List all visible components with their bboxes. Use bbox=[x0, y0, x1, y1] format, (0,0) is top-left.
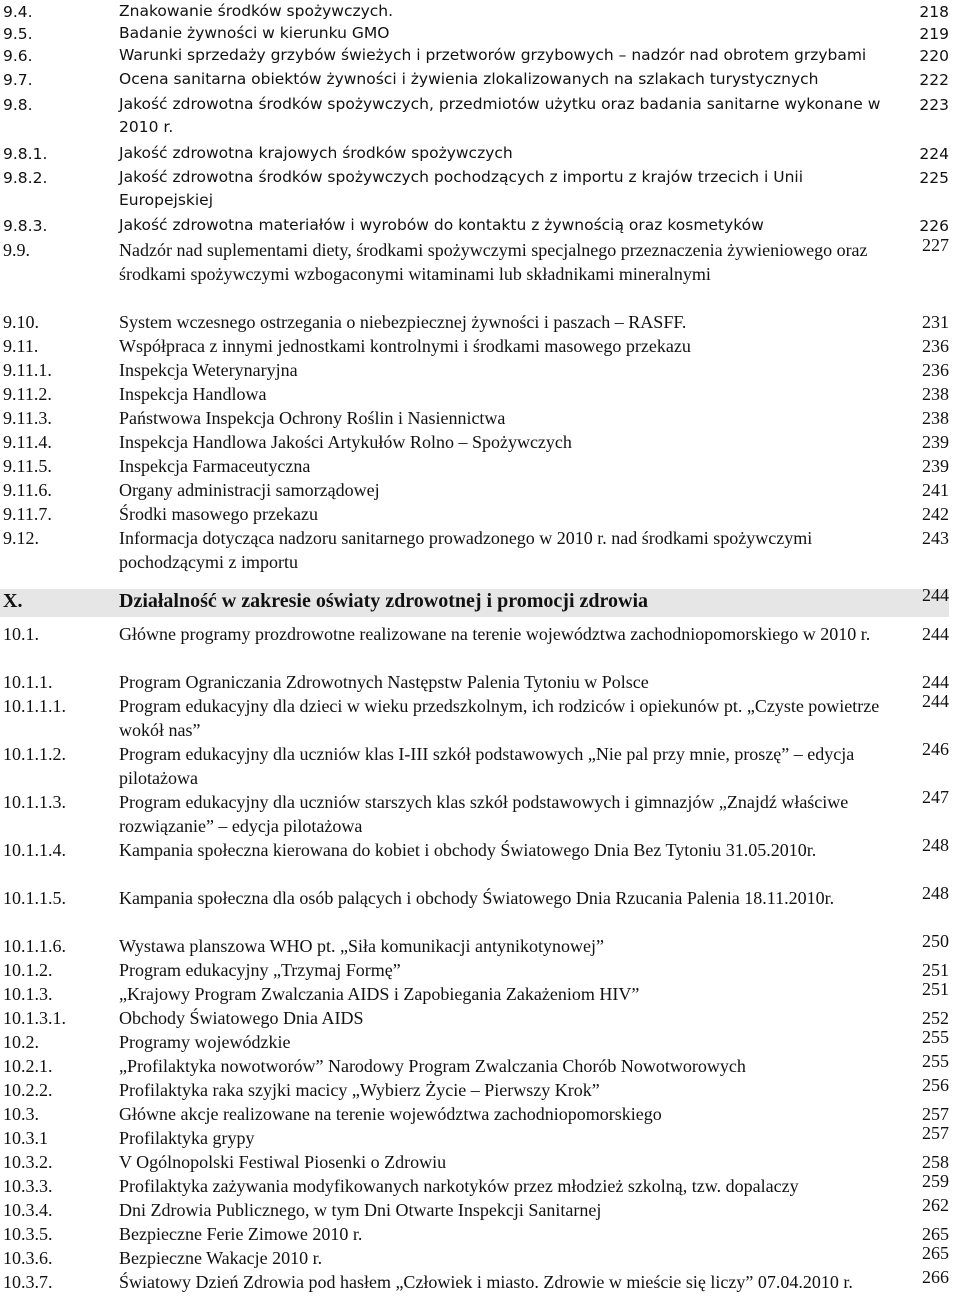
toc-entry-title: Wystawa planszowa WHO pt. „Siła komunikacji antynikotynowej” bbox=[119, 936, 604, 956]
toc-entry-page: 239 bbox=[922, 456, 949, 476]
toc-entry-number: 9.8.1. bbox=[3, 145, 48, 163]
toc-entry-page: 247 bbox=[922, 787, 949, 807]
toc-entry-number: X. bbox=[3, 590, 23, 612]
toc-entry-number: 9.11.3. bbox=[3, 408, 52, 428]
toc-entry-number: 10.1.3.1. bbox=[3, 1008, 66, 1028]
toc-entry-number: 10.2.1. bbox=[3, 1056, 53, 1076]
toc-entry-title: Jakość zdrowotna krajowych środków spożywczych bbox=[119, 144, 513, 162]
toc-entry-number: 9.11.1. bbox=[3, 360, 52, 380]
toc-entry-page: 223 bbox=[919, 96, 949, 114]
toc-entry-number: 9.11.7. bbox=[3, 504, 52, 524]
toc-entry-page: 246 bbox=[922, 739, 949, 759]
toc-entry-page: 259 bbox=[922, 1171, 949, 1191]
toc-entry-page: 257 bbox=[922, 1104, 949, 1124]
toc-entry-title: Program edukacyjny dla uczniów klas I-III szkół podstawowych „Nie pal przy mnie, proszę” – edycja pilotażowa bbox=[119, 744, 855, 788]
toc-entry-page: 250 bbox=[922, 931, 949, 951]
toc-entry-page: 220 bbox=[919, 47, 949, 65]
toc-entry-title: Inspekcja Handlowa Jakości Artykułów Rolno – Spożywczych bbox=[119, 432, 572, 452]
toc-entry-title: Program edukacyjny dla uczniów starszych klas szkół podstawowych i gimnazjów „Znajdź właściwe rozwiązanie” – edycja pilotażowa bbox=[119, 792, 849, 836]
toc-entry-number: 10.1.1.3. bbox=[3, 792, 66, 812]
toc-entry-page: 243 bbox=[922, 528, 949, 548]
toc-entry-title: Główne programy prozdrowotne realizowane na terenie województwa zachodniopomorskiego w 2010 r. bbox=[119, 624, 871, 644]
toc-entry-page: 238 bbox=[922, 408, 949, 428]
toc-entry-title: Program edukacyjny „Trzymaj Formę” bbox=[119, 960, 401, 980]
toc-entry-title: Główne akcje realizowane na terenie województwa zachodniopomorskiego bbox=[119, 1104, 662, 1124]
toc-entry-title: Środki masowego przekazu bbox=[119, 504, 318, 524]
toc-entry-page: 255 bbox=[922, 1051, 949, 1071]
toc-entry-page: 256 bbox=[922, 1075, 949, 1095]
toc-entry-number: 10.3.5. bbox=[3, 1224, 53, 1244]
toc-entry-number: 10.2. bbox=[3, 1032, 39, 1052]
toc-entry-page: 251 bbox=[922, 979, 949, 999]
toc-entry-number: 10.3.4. bbox=[3, 1200, 53, 1220]
toc-entry-title: Program edukacyjny dla dzieci w wieku przedszkolnym, ich rodziców i opiekunów pt. „Czyste powietrze wokół nas” bbox=[119, 696, 880, 740]
toc-entry-page: 239 bbox=[922, 432, 949, 452]
toc-entry-title: Jakość zdrowotna materiałów i wyrobów do kontaktu z żywnością oraz kosmetyków bbox=[119, 216, 764, 234]
toc-entry-number: 9.4. bbox=[3, 3, 33, 21]
toc-entry-title: Państwowa Inspekcja Ochrony Roślin i Nasiennictwa bbox=[119, 408, 506, 428]
toc-entry-page: 244 bbox=[922, 672, 949, 692]
toc-entry-page: 219 bbox=[919, 25, 949, 43]
toc-entry-page: 265 bbox=[922, 1224, 949, 1244]
toc-entry-title: Inspekcja Handlowa bbox=[119, 384, 267, 404]
toc-entry-page: 225 bbox=[919, 169, 949, 187]
toc-entry-number: 10.3.3. bbox=[3, 1176, 53, 1196]
toc-entry-title: Inspekcja Farmaceutyczna bbox=[119, 456, 311, 476]
toc-entry-number: 9.11.6. bbox=[3, 480, 52, 500]
toc-entry-number: 10.1.2. bbox=[3, 960, 53, 980]
toc-entry-title: Informacja dotycząca nadzoru sanitarnego prowadzonego w 2010 r. nad środkami spożywczymi pochodzącymi z importu bbox=[119, 528, 813, 572]
toc-entry-page: 242 bbox=[922, 504, 949, 524]
toc-entry-page: 226 bbox=[919, 217, 949, 235]
toc-entry-number: 10.1.1.6. bbox=[3, 936, 66, 956]
toc-entry-number: 10.1. bbox=[3, 624, 39, 644]
toc-entry-number: 9.8. bbox=[3, 96, 33, 114]
toc-entry-title: Programy wojewódzkie bbox=[119, 1032, 291, 1052]
toc-entry-page: 266 bbox=[922, 1267, 949, 1287]
toc-entry-title: Warunki sprzedaży grzybów świeżych i przetworów grzybowych – nadzór nad obrotem grzybami bbox=[119, 46, 867, 64]
toc-entry-title: Ocena sanitarna obiektów żywności i żywienia zlokalizowanych na szlakach turystycznych bbox=[119, 70, 819, 88]
toc-entry-title: Kampania społeczna dla osób palących i obchody Światowego Dnia Rzucania Palenia 18.11.2010r. bbox=[119, 888, 835, 908]
toc-entry-title: Inspekcja Weterynaryjna bbox=[119, 360, 298, 380]
toc-entry-number: 10.1.3. bbox=[3, 984, 53, 1004]
toc-entry-page: 265 bbox=[922, 1243, 949, 1263]
toc-entry-title: „Krajowy Program Zwalczania AIDS i Zapobiegania Zakażeniom HIV” bbox=[119, 984, 640, 1004]
toc-entry-number: 10.3. bbox=[3, 1104, 39, 1124]
toc-entry-title: „Profilaktyka nowotworów” Narodowy Program Zwalczania Chorób Nowotworowych bbox=[119, 1056, 746, 1076]
toc-entry-page: 258 bbox=[922, 1152, 949, 1172]
toc-entry-title: Jakość zdrowotna środków spożywczych, przedmiotów użytku oraz badania sanitarne wykonane w 2010 r. bbox=[119, 95, 881, 136]
toc-entry-page: 244 bbox=[922, 585, 949, 605]
toc-entry-page: 248 bbox=[922, 835, 949, 855]
toc-entry-number: 9.12. bbox=[3, 528, 39, 548]
toc-entry-page: 244 bbox=[922, 624, 949, 644]
toc-entry-title: Jakość zdrowotna środków spożywczych pochodzących z importu z krajów trzecich i Unii Europejskiej bbox=[119, 168, 804, 209]
toc-entry-number: 9.8.2. bbox=[3, 169, 48, 187]
toc-entry-title: Działalność w zakresie oświaty zdrowotnej i promocji zdrowia bbox=[119, 590, 649, 612]
toc-entry-number: 9.11.4. bbox=[3, 432, 52, 452]
toc-entry-page: 255 bbox=[922, 1027, 949, 1047]
toc-entry-page: 244 bbox=[922, 691, 949, 711]
toc-entry-number: 10.1.1.2. bbox=[3, 744, 66, 764]
toc-entry-title: Obchody Światowego Dnia AIDS bbox=[119, 1008, 364, 1028]
toc-entry-title: System wczesnego ostrzegania o niebezpiecznej żywności i paszach – RASFF. bbox=[119, 312, 687, 332]
toc-entry-page: 238 bbox=[922, 384, 949, 404]
toc-entry-title: Nadzór nad suplementami diety, środkami spożywczymi specjalnego przeznaczenia żywieniowego oraz środkami spożywczymi wzbogaconymi witaminami lub składnikami mineralnymi bbox=[119, 240, 868, 284]
toc-entry-page: 252 bbox=[922, 1008, 949, 1028]
toc-entry-number: 9.11. bbox=[3, 336, 39, 356]
toc-entry-title: Dni Zdrowia Publicznego, w tym Dni Otwarte Inspekcji Sanitarnej bbox=[119, 1200, 602, 1220]
toc-entry-title: Profilaktyka grypy bbox=[119, 1128, 255, 1148]
toc-entry-title: Kampania społeczna kierowana do kobiet i obchody Światowego Dnia Bez Tytoniu 31.05.2010r. bbox=[119, 840, 817, 860]
toc-entry-page: 248 bbox=[922, 883, 949, 903]
toc-entry-page: 262 bbox=[922, 1195, 949, 1215]
toc-entry-number: 9.5. bbox=[3, 25, 33, 43]
toc-entry-number: 10.3.1 bbox=[3, 1128, 48, 1148]
toc-entry-title: V Ogólnopolski Festiwal Piosenki o Zdrowiu bbox=[119, 1152, 447, 1172]
toc-entry-number: 9.11.5. bbox=[3, 456, 52, 476]
toc-entry-page: 218 bbox=[919, 3, 949, 21]
toc-entry-page: 224 bbox=[919, 145, 949, 163]
toc-entry-page: 227 bbox=[922, 235, 949, 255]
toc-entry-page: 251 bbox=[922, 960, 949, 980]
toc-entry-number: 9.7. bbox=[3, 71, 33, 89]
toc-entry-number: 9.9. bbox=[3, 240, 30, 260]
toc-entry-number: 10.3.7. bbox=[3, 1272, 53, 1292]
toc-entry-page: 236 bbox=[922, 360, 949, 380]
toc-entry-title: Bezpieczne Wakacje 2010 r. bbox=[119, 1248, 323, 1268]
toc-entry-number: 9.10. bbox=[3, 312, 39, 332]
toc-entry-page: 236 bbox=[922, 336, 949, 356]
toc-entry-title: Bezpieczne Ferie Zimowe 2010 r. bbox=[119, 1224, 363, 1244]
toc-entry-number: 9.11.2. bbox=[3, 384, 52, 404]
toc-entry-number: 10.3.2. bbox=[3, 1152, 53, 1172]
toc-entry-title: Badanie żywności w kierunku GMO bbox=[119, 24, 390, 42]
toc-entry-title: Profilaktyka raka szyjki macicy „Wybierz Życie – Pierwszy Krok” bbox=[119, 1080, 600, 1100]
toc-entry-number: 10.1.1. bbox=[3, 672, 53, 692]
toc-entry-number: 10.1.1.4. bbox=[3, 840, 66, 860]
toc-entry-title: Znakowanie środków spożywczych. bbox=[119, 2, 394, 20]
toc-entry-page: 257 bbox=[922, 1123, 949, 1143]
toc-entry-number: 10.3.6. bbox=[3, 1248, 53, 1268]
toc-entry-title: Współpraca z innymi jednostkami kontrolnymi i środkami masowego przekazu bbox=[119, 336, 691, 356]
toc-entry-page: 231 bbox=[922, 312, 949, 332]
toc-entry-page: 222 bbox=[919, 71, 949, 89]
toc-entry-title: Światowy Dzień Zdrowia pod hasłem „Człowiek i miasto. Zdrowie w mieście się liczy” 07.04.2010 r. bbox=[119, 1272, 853, 1292]
toc-entry-title: Program Ograniczania Zdrowotnych Następstw Palenia Tytoniu w Polsce bbox=[119, 672, 649, 692]
toc-entry-number: 10.1.1.1. bbox=[3, 696, 66, 716]
toc-entry-page: 241 bbox=[922, 480, 949, 500]
toc-entry-title: Organy administracji samorządowej bbox=[119, 480, 380, 500]
toc-entry-number: 9.8.3. bbox=[3, 217, 48, 235]
toc-entry-title: Profilaktyka zażywania modyfikowanych narkotyków przez młodzież szkolną, tzw. dopalaczy bbox=[119, 1176, 799, 1196]
toc-entry-number: 10.2.2. bbox=[3, 1080, 53, 1100]
toc-entry-number: 9.6. bbox=[3, 47, 33, 65]
toc-entry[interactable] bbox=[0, 585, 949, 617]
toc-entry-number: 10.1.1.5. bbox=[3, 888, 66, 908]
